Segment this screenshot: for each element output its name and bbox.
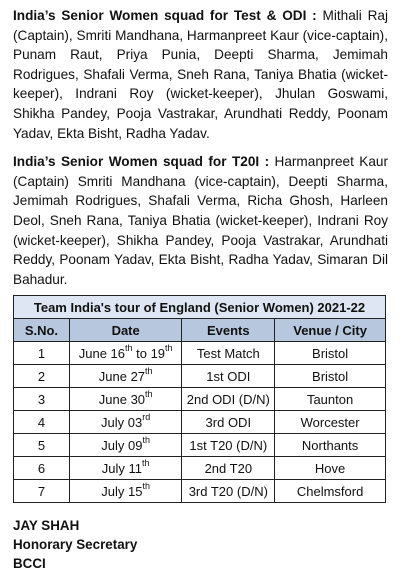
venue-text: Bristol: [312, 345, 349, 361]
date-sup: th: [145, 389, 153, 400]
cell-venue: [275, 365, 386, 388]
date-suffix: to 19: [132, 345, 166, 361]
column-header-venue: Venue / City: [275, 319, 386, 342]
table-row: [14, 342, 386, 365]
t20i-squad-paragraph: [13, 152, 388, 289]
table-body: [14, 342, 386, 503]
signatory-name: JAY SHAH: [13, 518, 80, 533]
sno-text: 7: [37, 483, 46, 499]
event-text: 1st ODI: [206, 368, 251, 384]
date-text: June 27: [98, 368, 146, 384]
sno-text: 3: [37, 391, 46, 407]
event-text: Test Match: [196, 345, 260, 361]
signatory-title: Honorary Secretary: [13, 537, 138, 552]
event-text: 2nd T20: [204, 460, 253, 476]
venue-text: Northants: [301, 437, 359, 453]
venue-text: Chelmsford: [296, 483, 364, 499]
table-row: [14, 434, 386, 457]
cell-date: [69, 342, 182, 365]
date-text: July 03: [101, 414, 143, 430]
cell-venue: [275, 411, 386, 434]
signatory-organization: BCCI: [13, 556, 46, 571]
table-row: [14, 411, 386, 434]
cell-event: [182, 388, 275, 411]
cell-event: [182, 411, 275, 434]
cell-sno: [14, 365, 70, 388]
cell-event: [182, 480, 275, 503]
cell-sno: [14, 411, 70, 434]
sno-text: 5: [37, 437, 46, 453]
cell-date: [69, 480, 182, 503]
date-sup: th: [142, 481, 151, 492]
cell-venue: [275, 457, 386, 480]
cell-venue: [275, 480, 386, 503]
cell-venue: [275, 342, 386, 365]
venue-text: Hove: [314, 460, 346, 476]
test-odi-squad-heading: India’s Senior Women squad for Test & ODI :: [13, 8, 317, 23]
date-sup: th: [142, 458, 150, 469]
venue-text: Bristol: [312, 368, 349, 384]
event-text: 2nd ODI (D/N): [186, 391, 270, 407]
date-sup: rd: [142, 412, 151, 423]
date-sup: th: [125, 343, 133, 354]
table-row: [14, 365, 386, 388]
cell-date: [69, 434, 182, 457]
tour-schedule-table: [13, 295, 386, 503]
column-header-sno: S.No.: [14, 319, 70, 342]
event-text: 3rd ODI: [205, 414, 252, 430]
date-sup: th: [142, 435, 151, 446]
t20i-squad-heading: India’s Senior Women squad for T20I :: [13, 154, 270, 170]
cell-event: [182, 365, 275, 388]
cell-sno: [14, 457, 70, 480]
cell-event: [182, 434, 275, 457]
venue-text: Taunton: [306, 391, 354, 407]
table-title: Team India's tour of England (Senior Women) 2021-22: [14, 296, 386, 319]
cell-sno: [14, 388, 70, 411]
cell-date: [69, 457, 182, 480]
sno-text: 6: [37, 460, 46, 476]
date-text: June 30: [98, 391, 146, 407]
signature-block: [13, 516, 137, 573]
column-header-date: Date: [69, 319, 182, 342]
t20i-squad-players: Harmanpreet Kaur (Captain) Smriti Mandhana (vice-captain), Deepti Sharma, Jemimah Rodrigues, Shafali Verma, Richa Ghosh, Harleen Deol, Sneh Rana, Taniya Bhatia (wicket-keeper), Indrani Roy (wicket-keeper), Shikha Pandey, Pooja Vastrakar, Arundhati Reddy, Poonam Yadav, Ekta Bisht, Radha Yadav, Simaran Dil Bahadur.: [13, 154, 388, 287]
date-text: July 09: [101, 437, 143, 453]
table-row: [14, 457, 386, 480]
table-row: [14, 388, 386, 411]
test-odi-squad-players: Mithali Raj (Captain), Smriti Mandhana, Harmanpreet Kaur (vice-captain), Punam Raut, Priya Punia, Deepti Sharma, Jemimah Rodrigues, Shafali Verma, Sneh Rana, Taniya Bhatia (wicket-keeper), Indrani Roy (wicket-keeper), Jhulan Goswami, Shikha Pandey, Pooja Vastrakar, Arundhati Reddy, Poonam Yadav, Ekta Bisht, Radha Yadav.: [13, 8, 388, 141]
event-text: 3rd T20 (D/N): [188, 483, 268, 499]
cell-sno: [14, 342, 70, 365]
sno-text: 1: [37, 345, 46, 361]
cell-date: [69, 411, 182, 434]
test-odi-squad-paragraph: [13, 6, 388, 143]
sno-text: 2: [37, 368, 46, 384]
cell-date: [69, 365, 182, 388]
venue-text: Worcester: [300, 414, 360, 430]
sno-text: 4: [37, 414, 46, 430]
cell-date: [69, 388, 182, 411]
cell-sno: [14, 434, 70, 457]
cell-sno: [14, 480, 70, 503]
date-sup: th: [145, 366, 153, 377]
event-text: 1st T20 (D/N): [189, 437, 268, 453]
date-text: July 11: [101, 460, 143, 476]
cell-event: [182, 342, 275, 365]
cell-event: [182, 457, 275, 480]
date-suffix-sup: th: [165, 343, 173, 354]
cell-venue: [275, 388, 386, 411]
table-header-row: [14, 319, 386, 342]
column-header-events: Events: [182, 319, 275, 342]
date-text: June 16: [78, 345, 125, 361]
cell-venue: [275, 434, 386, 457]
date-text: July 15: [101, 483, 143, 499]
table-row: [14, 480, 386, 503]
